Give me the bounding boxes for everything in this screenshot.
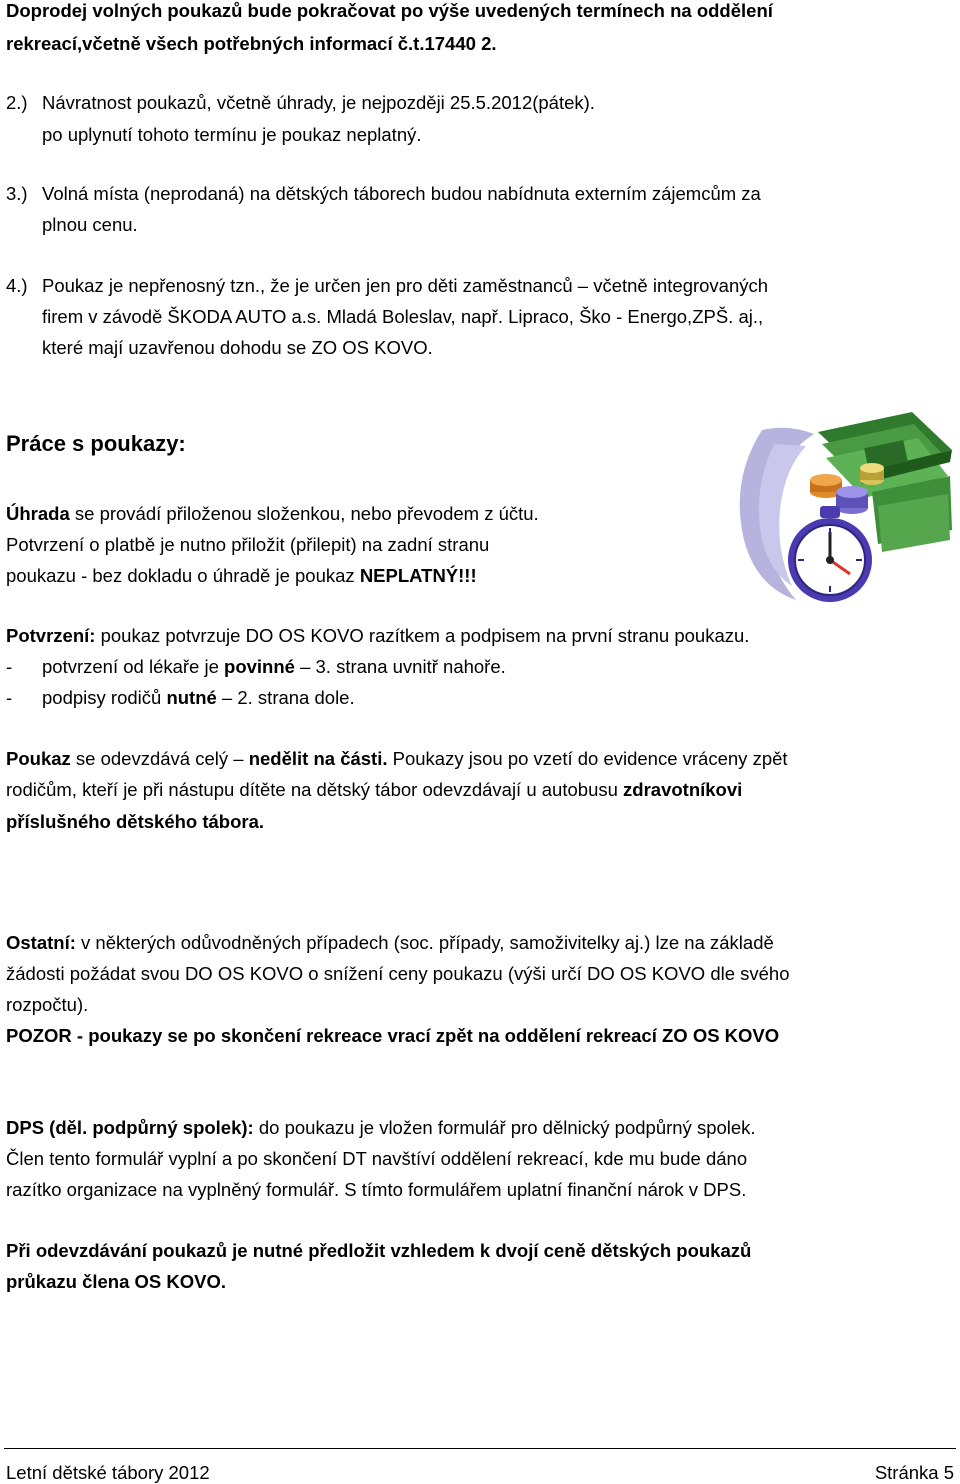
intro-line-1: Doprodej volných poukazů bude pokračovat po výše uvedených termínech na oddělení [6, 0, 773, 21]
uhrada-label: Úhrada [6, 503, 70, 524]
odevzdani-line-3: příslušného dětského tábora. [6, 811, 265, 832]
item-2-post: – 2. strana dole. [216, 687, 355, 708]
potvrzeni-text: poukaz potvrzuje DO OS KOVO razítkem a podpisem na první stranu poukazu. [95, 625, 750, 646]
uhrada-line-3-text: poukazu - bez dokladu o úhradě je poukaz [6, 565, 360, 586]
stopwatch-icon [788, 506, 872, 602]
ostatni-line-3: rozpočtu). [6, 994, 89, 1015]
uhrada-text: se provádí přiloženou složenkou, nebo převodem z účtu. [69, 503, 539, 524]
potvrzeni-item-1-dash: - [6, 656, 13, 677]
potvrzeni-item-2-dash: - [6, 687, 13, 708]
odevzdani-line-1 [6, 748, 788, 770]
uhrada-line-2: Potvrzení o platbě je nutno přiložit (přilepit) na zadní stranu [6, 534, 490, 555]
odevzdani-normal-b: Poukazy jsou po vzetí do evidence vráceny zpět [387, 748, 788, 769]
point-4-number: 4.) [6, 275, 28, 296]
point-4-line-1: Poukaz je nepřenosný tzn., že je určen jen pro děti zaměstnanců – včetně integrovaných [42, 275, 769, 296]
neplatny-warning: NEPLATNÝ!!! [359, 565, 477, 586]
ostatni-label: Ostatní: [6, 932, 76, 953]
odevzdani-bold-a: Poukaz [6, 748, 71, 769]
potvrzeni-item-1 [42, 656, 506, 678]
section-title: Práce s poukazy: [6, 431, 186, 456]
item-1-bold: povinné [224, 656, 295, 677]
odevzdani-bold-b: nedělit na části. [248, 748, 388, 769]
item-2-pre: podpisy rodičů [42, 687, 167, 708]
odevzdani-l2-normal: rodičům, kteří je při nástupu dítěte na dětský tábor odevzdávají u autobusu [6, 779, 624, 800]
uhrada-line-3 [6, 565, 477, 587]
page-number: Stránka 5 [874, 1462, 954, 1483]
potvrzeni-line [6, 625, 749, 647]
pozor-note: POZOR - poukazy se po skončení rekreace vrací zpět na oddělení rekreací ZO OS KOVO [6, 1025, 780, 1046]
item-1-post: – 3. strana uvnitř nahoře. [294, 656, 506, 677]
final-note-line-1: Při odevzdávání poukazů je nutné předložit vzhledem k dvojí ceně dětských poukazů [6, 1240, 752, 1261]
dps-line-2: Člen tento formulář vyplní a po skončení DT navštíví oddělení rekreací, kde mu bude dáno [6, 1148, 748, 1169]
dps-label: DPS (děl. podpůrný spolek): [6, 1117, 254, 1138]
dps-text: do poukazu je vložen formulář pro dělnický podpůrný spolek. [253, 1117, 756, 1138]
potvrzeni-item-2 [42, 687, 355, 709]
ostatni-line-1 [6, 932, 774, 954]
point-3-number: 3.) [6, 183, 28, 204]
footer-title: Letní dětské tábory 2012 [6, 1462, 210, 1483]
point-4-line-3: které mají uzavřenou dohodu se ZO OS KOVO. [42, 337, 433, 358]
dps-line-1 [6, 1117, 756, 1139]
dps-line-3: razítko organizace na vyplněný formulář. S tímto formulářem uplatní finanční nárok v DPS. [6, 1179, 747, 1200]
odevzdani-line-2 [6, 779, 742, 801]
odevzdani-l2-bold: zdravotníkovi [623, 779, 743, 800]
ostatni-text: v některých odůvodněných případech (soc. případy, samoživitelky aj.) lze na základě [75, 932, 774, 953]
item-2-bold: nutné [166, 687, 217, 708]
final-note-line-2: průkazu člena OS KOVO. [6, 1271, 227, 1292]
point-2-line-2: po uplynutí tohoto termínu je poukaz neplatný. [42, 124, 422, 145]
point-2-number: 2.) [6, 92, 28, 113]
ostatni-line-2: žádosti požádat svou DO OS KOVO o snížení ceny poukazu (výši určí DO OS KOVO dle svého [6, 963, 790, 984]
item-1-pre: potvrzení od lékaře je [42, 656, 225, 677]
intro-line-2: rekreací,včetně všech potřebných informací č.t.17440 2. [6, 33, 497, 54]
potvrzeni-label: Potvrzení: [6, 625, 96, 646]
footer-divider [4, 1448, 956, 1449]
odevzdani-normal-a: se odevzdává celý – [70, 748, 249, 769]
point-3-line-1: Volná místa (neprodaná) na dětských táborech budou nabídnuta externím zájemcům za [42, 183, 761, 204]
point-2-line-1: Návratnost poukazů, včetně úhrady, je nejpozději 25.5.2012(pátek). [42, 92, 595, 113]
point-3-line-2: plnou cenu. [42, 214, 138, 235]
point-4-line-2: firem v závodě ŠKODA AUTO a.s. Mladá Boleslav, např. Lipraco, Ško - Energo,ZPŠ. aj., [42, 306, 764, 327]
money-stopwatch-illustration [722, 410, 954, 606]
uhrada-line-1 [6, 503, 539, 525]
